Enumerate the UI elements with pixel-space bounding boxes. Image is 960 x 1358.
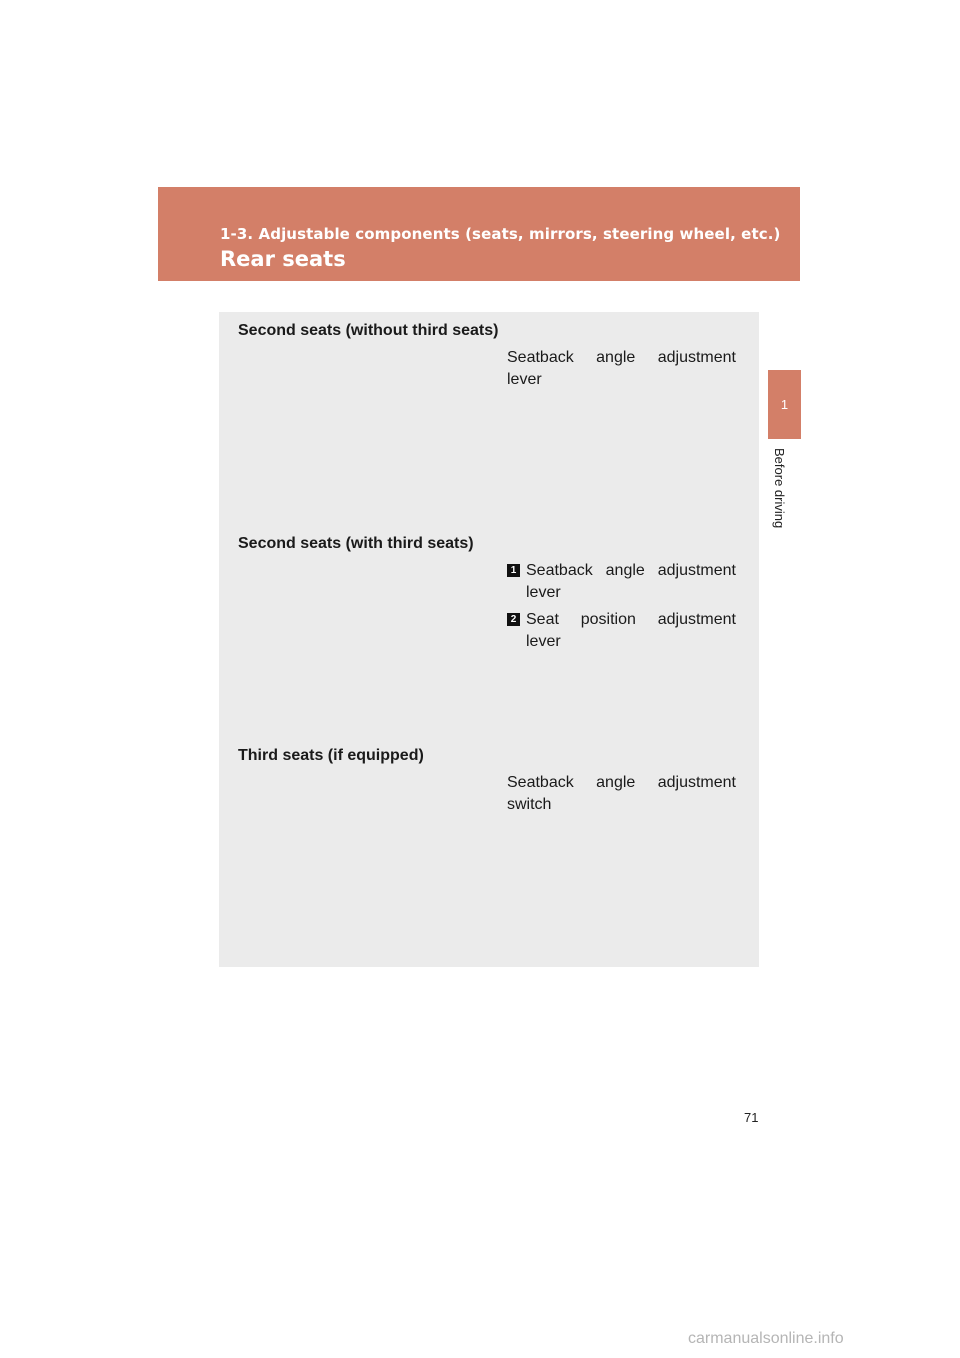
page-title: Rear seats: [220, 247, 346, 271]
section-title-second-seats-with-third: Second seats (with third seats): [238, 535, 474, 552]
page-number: 71: [744, 1110, 759, 1125]
watermark: carmanualsonline.info: [688, 1330, 844, 1347]
number-badge: 2: [507, 613, 520, 626]
section-description: Seatback angle adjustment lever: [507, 349, 736, 388]
section-title-third-seats: Third seats (if equipped): [238, 747, 424, 764]
list-item-text: Seat position adjustment lever: [526, 611, 736, 650]
list-item-text: Seatback angle adjustment lever: [526, 562, 736, 601]
list-item: [507, 609, 736, 653]
section-label: 1-3. Adjustable components (seats, mirrors, steering wheel, etc.): [220, 225, 781, 243]
list-item: [507, 560, 736, 604]
content-panel: [219, 312, 759, 967]
chapter-tab: 1: [768, 370, 801, 439]
section-title-second-seats-without-third: Second seats (without third seats): [238, 322, 499, 339]
chapter-tab-label: Before driving: [772, 448, 787, 529]
section-description: Seatback angle adjustment switch: [507, 774, 736, 813]
number-badge: 1: [507, 564, 520, 577]
chapter-header: [158, 187, 800, 281]
